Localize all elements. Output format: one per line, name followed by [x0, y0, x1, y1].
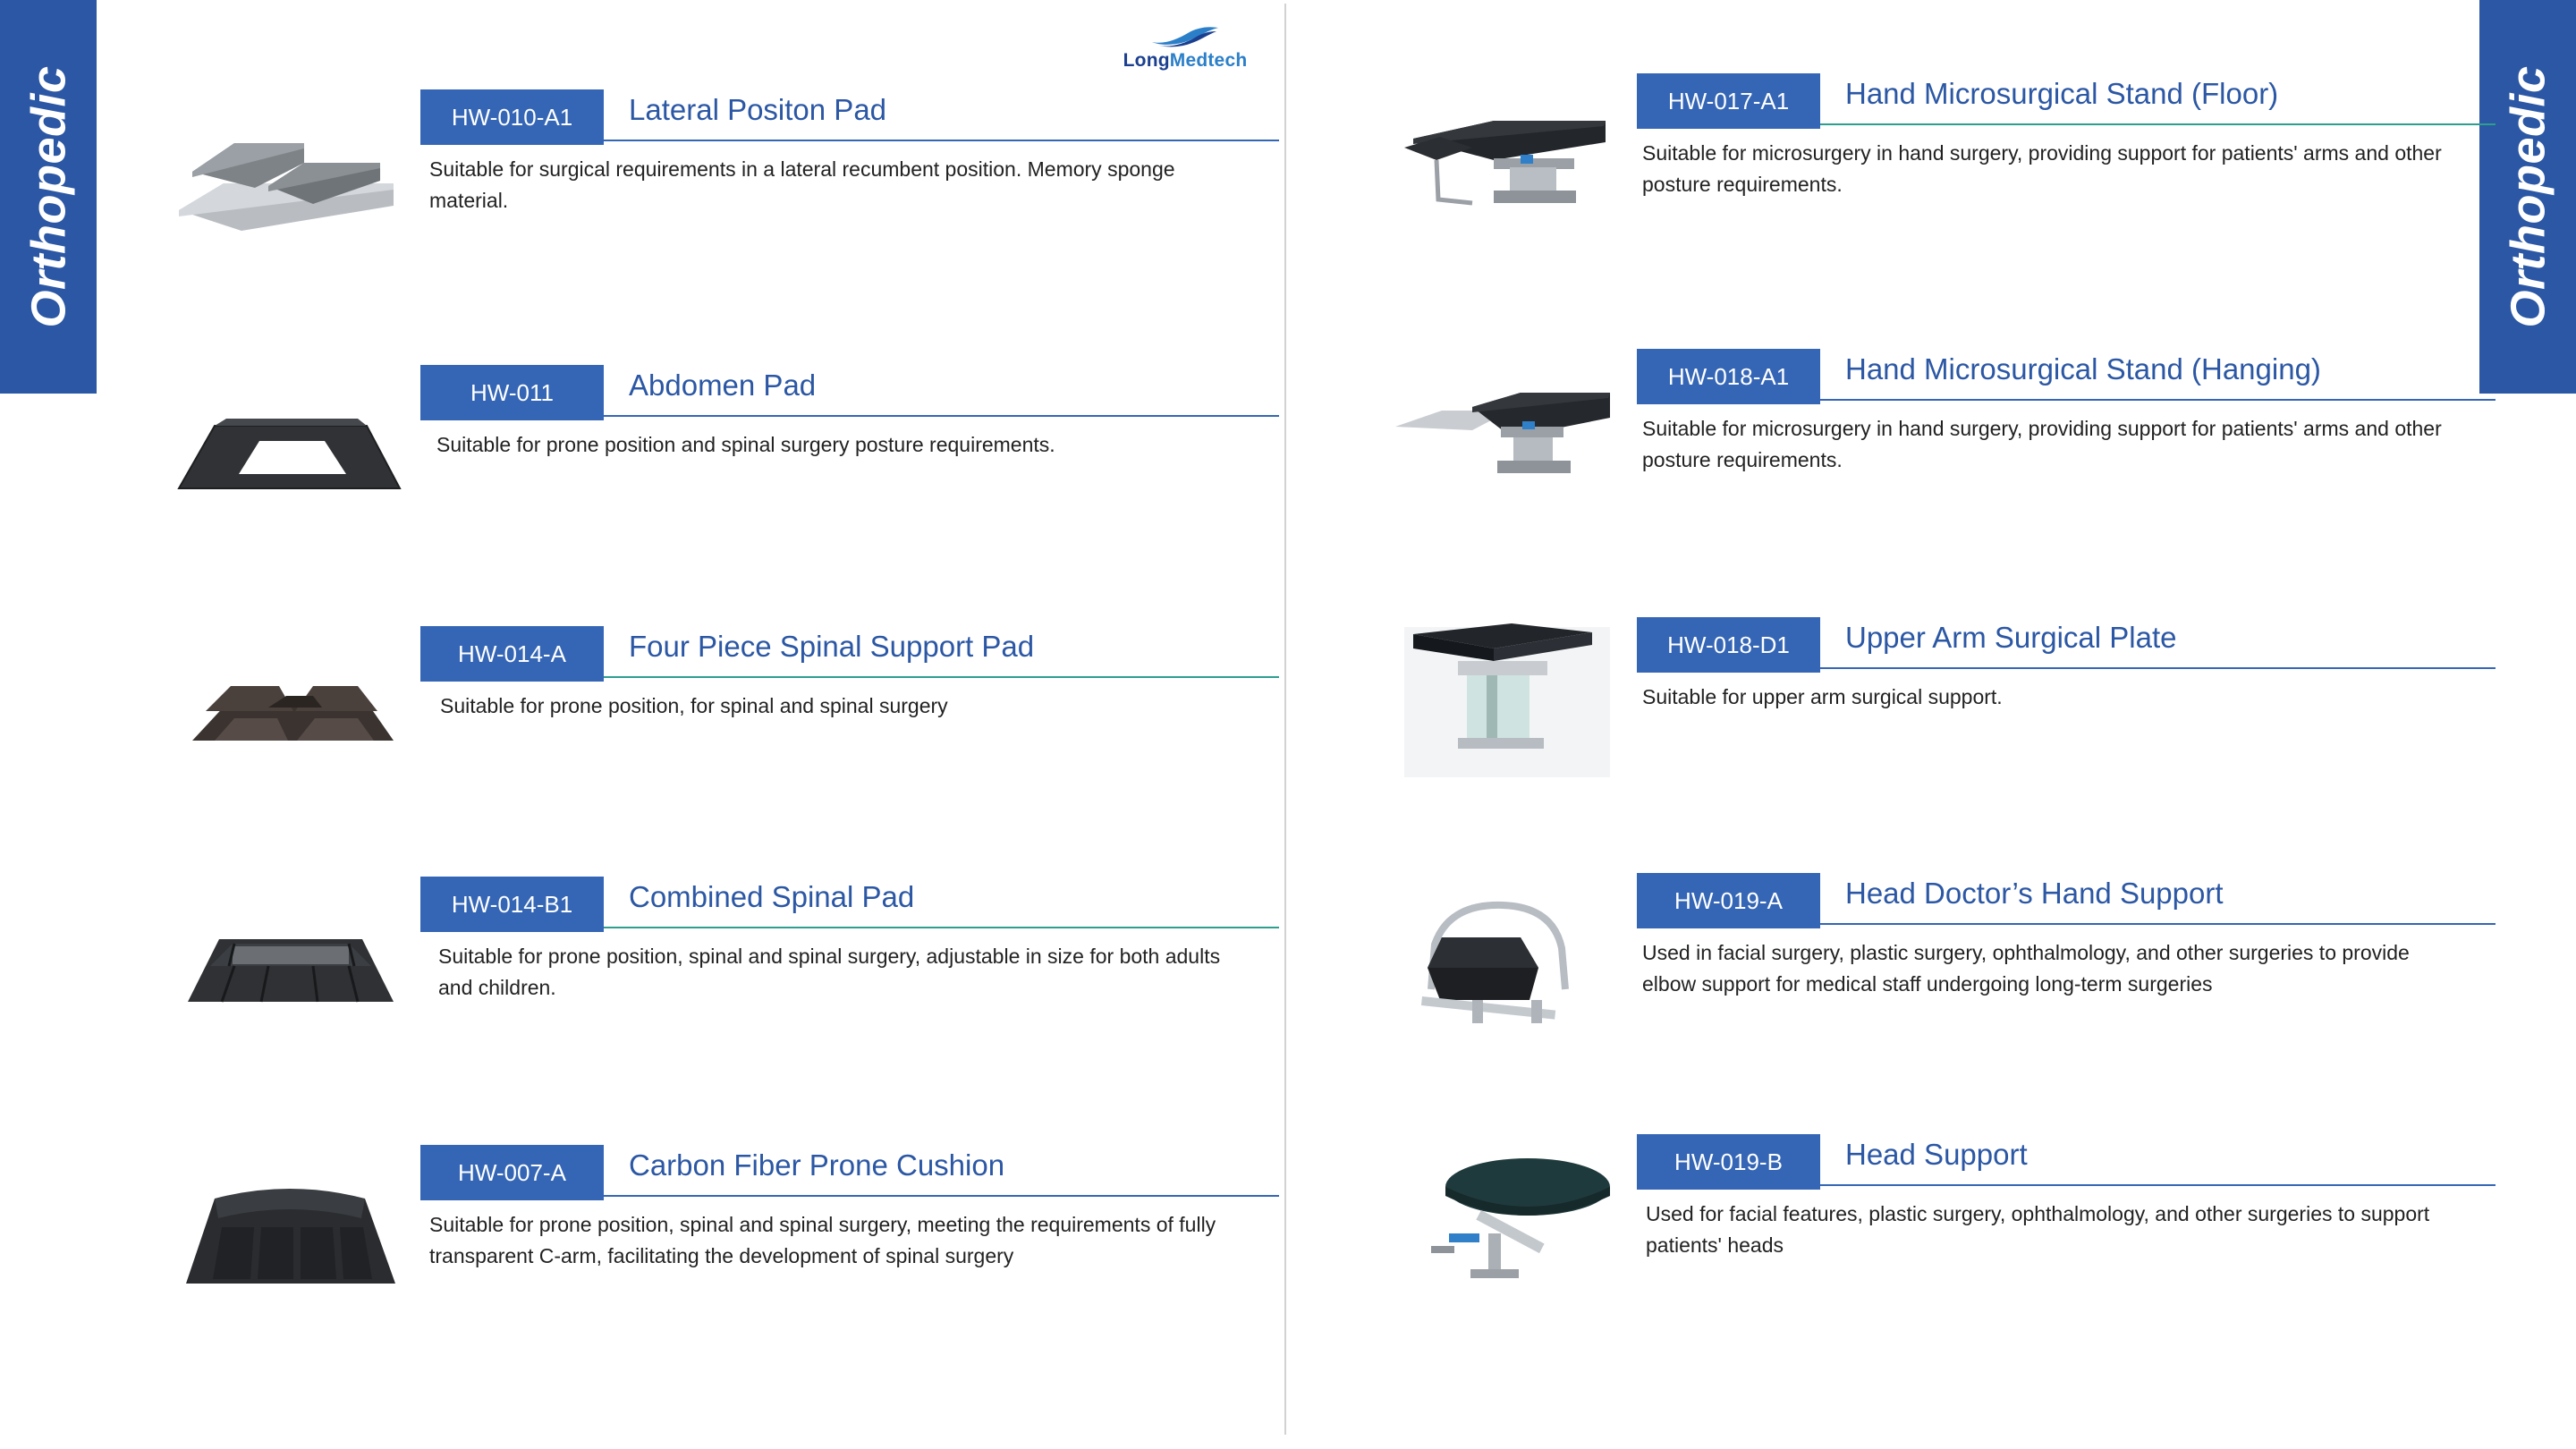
carbon-fiber-prone-cushion-photo — [161, 1145, 420, 1315]
product-title: Hand Microsurgical Stand (Hanging) — [1845, 352, 2321, 386]
product-title: Abdomen Pad — [629, 369, 817, 402]
lateral-position-pad-photo — [161, 89, 420, 259]
product-title: Carbon Fiber Prone Cushion — [629, 1148, 1005, 1182]
product-heading — [420, 89, 1279, 145]
product-title: Head Support — [1845, 1138, 2028, 1171]
product-title: Lateral Positon Pad — [629, 93, 887, 126]
title-underline — [1820, 399, 2496, 401]
title-underline — [604, 676, 1279, 678]
product-code-chip: HW-010-A1 — [420, 89, 604, 145]
product-title-wrap — [604, 1145, 1279, 1200]
combined-spinal-pad-photo — [161, 877, 420, 1046]
product-heading — [1637, 1134, 2496, 1190]
wave-swoosh-icon — [1150, 25, 1220, 48]
title-underline — [1820, 1184, 2496, 1186]
product-code-chip: HW-017-A1 — [1637, 73, 1820, 129]
product-title: Upper Arm Surgical Plate — [1845, 621, 2177, 654]
product-heading — [1637, 349, 2496, 404]
left-banner-label: Orthopedic — [21, 65, 76, 328]
product-title: Combined Spinal Pad — [629, 880, 915, 913]
logo-text-long: Long — [1123, 50, 1170, 71]
product-title-wrap — [1820, 73, 2496, 129]
product-description: Suitable for prone position, for spinal and spinal surgery — [440, 694, 948, 717]
product-description: Suitable for microsurgery in hand surgery, providing support for patients' arms and other posture requirements. — [1642, 141, 2442, 196]
product-code-chip: HW-019-A — [1637, 873, 1820, 928]
product-title-wrap — [604, 89, 1279, 145]
product-heading — [1637, 617, 2496, 673]
left-side-banner — [0, 0, 97, 394]
product-heading — [420, 626, 1279, 682]
product-description: Suitable for prone position, spinal and spinal surgery, adjustable in size for both adults and children. — [438, 945, 1221, 999]
title-underline — [604, 140, 1279, 141]
product-title-wrap — [1820, 873, 2496, 928]
hand-microsurgical-stand-hanging-photo — [1377, 349, 1637, 519]
title-underline — [1820, 667, 2496, 669]
four-piece-spinal-support-pad-photo — [161, 626, 420, 796]
product-code-chip: HW-011 — [420, 365, 604, 420]
product-description: Suitable for prone position, spinal and spinal surgery, meeting the requirements of fully transparent C-arm, facilitating the development of spinal surgery — [429, 1213, 1216, 1267]
product-title-wrap — [604, 877, 1279, 932]
product-heading — [420, 365, 1279, 420]
abdomen-pad-photo — [161, 365, 420, 535]
product-description: Suitable for prone position and spinal surgery posture requirements. — [436, 433, 1055, 456]
product-code-chip: HW-019-B — [1637, 1134, 1820, 1190]
product-description: Suitable for surgical requirements in a lateral recumbent position. Memory sponge material. — [429, 157, 1175, 212]
product-title-wrap — [1820, 349, 2496, 404]
title-underline — [1820, 923, 2496, 925]
head-doctors-hand-support-photo — [1377, 873, 1637, 1043]
product-title-wrap — [604, 626, 1279, 682]
head-support-photo — [1377, 1134, 1637, 1304]
product-heading — [1637, 873, 2496, 928]
product-title-wrap — [604, 365, 1279, 420]
center-divider — [1284, 4, 1286, 1435]
product-title: Hand Microsurgical Stand (Floor) — [1845, 77, 2279, 110]
product-code-chip: HW-014-B1 — [420, 877, 604, 932]
product-description: Used in facial surgery, plastic surgery, ophthalmology, and other surgeries to provide elbow support for medical staff undergoing long-term surgeries — [1642, 941, 2410, 996]
right-banner-label: Orthopedic — [2501, 65, 2555, 328]
upper-arm-surgical-plate-photo — [1377, 617, 1637, 787]
product-heading — [1637, 73, 2496, 129]
product-code-chip: HW-014-A — [420, 626, 604, 682]
product-code-chip: HW-007-A — [420, 1145, 604, 1200]
logo-text-medtech: Medtech — [1169, 50, 1248, 71]
product-title: Four Piece Spinal Support Pad — [629, 630, 1035, 663]
product-heading — [420, 877, 1279, 932]
title-underline — [604, 927, 1279, 928]
product-title-wrap — [1820, 617, 2496, 673]
product-heading — [420, 1145, 1279, 1200]
product-code-chip: HW-018-A1 — [1637, 349, 1820, 404]
product-title: Head Doctor’s Hand Support — [1845, 877, 2224, 910]
product-title-wrap — [1820, 1134, 2496, 1190]
right-side-banner — [2479, 0, 2576, 394]
logo-text — [1114, 50, 1257, 72]
hand-microsurgical-stand-floor-photo — [1377, 73, 1637, 243]
product-description: Suitable for upper arm surgical support. — [1642, 685, 2003, 708]
product-code-chip: HW-018-D1 — [1637, 617, 1820, 673]
product-description: Suitable for microsurgery in hand surgery, providing support for patients' arms and other posture requirements. — [1642, 417, 2442, 471]
product-description: Used for facial features, plastic surgery, ophthalmology, and other surgeries to support patients' heads — [1646, 1202, 2430, 1257]
title-underline — [604, 1195, 1279, 1197]
title-underline — [1820, 123, 2496, 125]
brand-logo — [1114, 25, 1257, 72]
title-underline — [604, 415, 1279, 417]
